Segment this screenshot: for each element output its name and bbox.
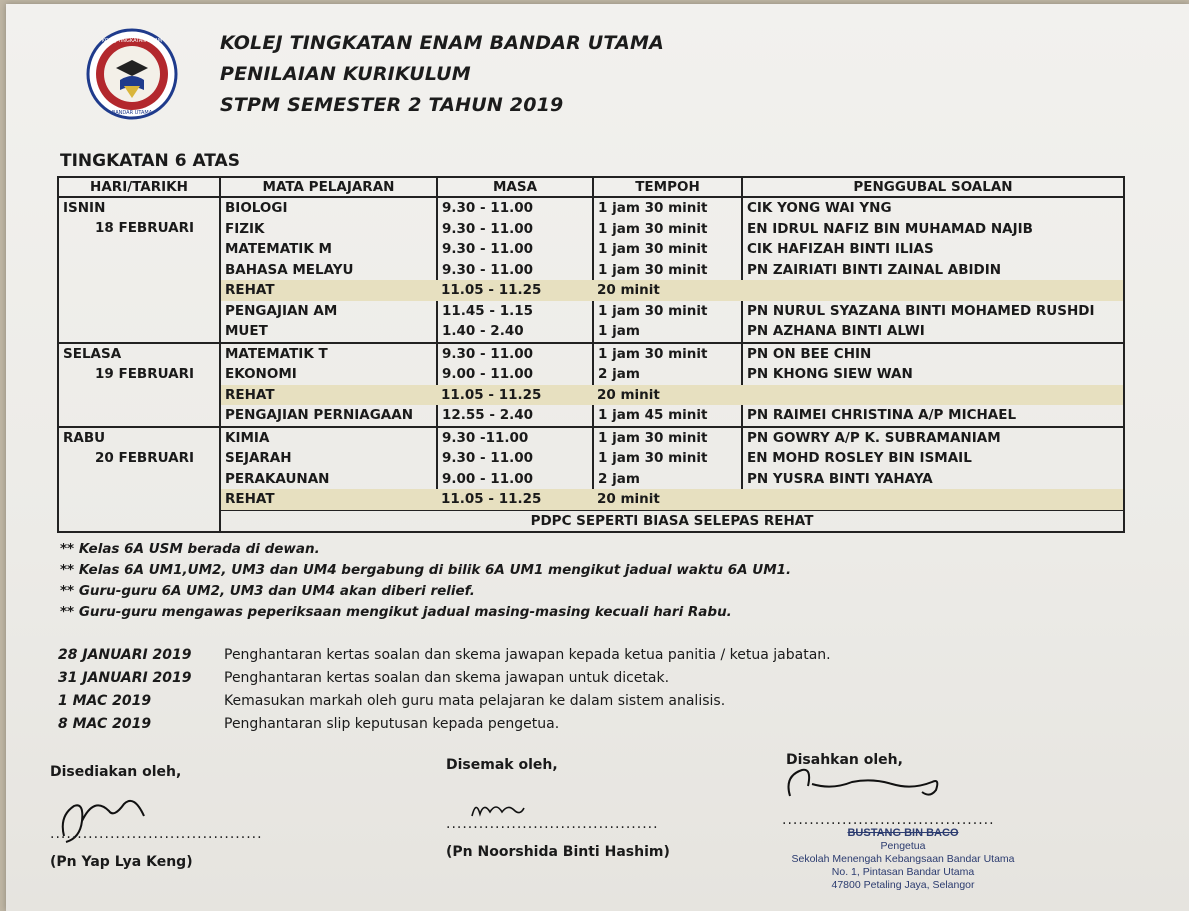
subject-cell: MATEMATIK T <box>220 343 437 365</box>
setter-cell: CIK YONG WAI YNG <box>742 197 1124 219</box>
setter-cell: PN ZAIRIATI BINTI ZAINAL ABIDIN <box>742 260 1124 281</box>
approved-sign-line: ....................................... <box>782 812 995 828</box>
time-cell: 9.30 - 11.00 <box>437 197 593 219</box>
setter-cell: PN YUSRA BINTI YAHAYA <box>742 469 1124 490</box>
prepared-by-name: (Pn Yap Lya Keng) <box>50 854 193 870</box>
setter-cell: EN IDRUL NAFIZ BIN MUHAMAD NAJIB <box>742 219 1124 240</box>
setter-cell <box>742 280 1124 301</box>
duration-cell: 20 minit <box>593 280 742 301</box>
duration-cell: 1 jam 30 minit <box>593 448 742 469</box>
time-cell: 11.45 - 1.15 <box>437 301 593 322</box>
subject-cell: PERAKAUNAN <box>220 469 437 490</box>
setter-cell <box>742 385 1124 406</box>
deadline-schedule <box>58 644 831 736</box>
day-name: SELASA <box>63 345 122 362</box>
approved-by-label: Disahkan oleh, <box>786 752 903 768</box>
table-row <box>58 197 1124 219</box>
duration-cell: 1 jam <box>593 321 742 343</box>
day-cell-rabu <box>58 427 220 533</box>
day-name: RABU <box>63 429 106 446</box>
duration-cell: 2 jam <box>593 364 742 385</box>
subject-cell: SEJARAH <box>220 448 437 469</box>
day-cell-isnin <box>58 197 220 343</box>
duration-cell: 1 jam 30 minit <box>593 343 742 365</box>
schedule-date: 8 MAC 2019 <box>58 716 152 732</box>
time-cell: 9.30 - 11.00 <box>437 239 593 260</box>
schedule-date: 1 MAC 2019 <box>58 693 152 709</box>
subject-cell: EKONOMI <box>220 364 437 385</box>
time-cell: 11.05 - 11.25 <box>437 280 593 301</box>
time-cell: 9.30 - 11.00 <box>437 343 593 365</box>
checked-by-name: (Pn Noorshida Binti Hashim) <box>446 844 670 860</box>
note-item: ** Guru-guru mengawas peperiksaan mengikut jadual masing-masing kecuali hari Rabu. <box>60 604 732 620</box>
checked-sign-line: ....................................... <box>446 816 659 832</box>
logo-bottom-text: BANDAR UTAMA <box>111 110 153 116</box>
duration-cell: 1 jam 30 minit <box>593 427 742 449</box>
subject-cell: FIZIK <box>220 219 437 240</box>
duration-cell: 2 jam <box>593 469 742 490</box>
subject-cell: MATEMATIK M <box>220 239 437 260</box>
schedule-row <box>58 644 831 667</box>
document-page <box>6 4 1189 911</box>
subject-cell: REHAT <box>220 385 437 406</box>
exam-title: STPM SEMESTER 2 TAHUN 2019 <box>220 94 564 116</box>
header-day-date: HARI/TARIKH <box>58 177 220 197</box>
time-cell: 1.40 - 2.40 <box>437 321 593 343</box>
time-cell: 9.30 - 11.00 <box>437 260 593 281</box>
duration-cell: 1 jam 45 minit <box>593 405 742 427</box>
time-cell: 12.55 - 2.40 <box>437 405 593 427</box>
subject-cell: MUET <box>220 321 437 343</box>
school-name: KOLEJ TINGKATAN ENAM BANDAR UTAMA <box>220 32 665 54</box>
approved-signature <box>782 756 952 806</box>
header-duration: TEMPOH <box>593 177 742 197</box>
table-row <box>58 427 1124 449</box>
table-row <box>58 343 1124 365</box>
prepared-by-label: Disediakan oleh, <box>50 764 182 780</box>
day-date: 19 FEBRUARI <box>95 365 195 382</box>
setter-cell <box>742 489 1124 510</box>
subject-cell: REHAT <box>220 489 437 510</box>
notes-list <box>60 539 791 623</box>
stamp-school: Sekolah Menengah Kebangsaan Bandar Utama <box>791 853 1015 865</box>
setter-cell: CIK HAFIZAH BINTI ILIAS <box>742 239 1124 260</box>
schedule-text: Penghantaran kertas soalan dan skema jawapan kepada ketua panitia / ketua jabatan. <box>224 647 831 663</box>
principal-stamp <box>774 827 1032 892</box>
schedule-text: Penghantaran slip keputusan kepada pengetua. <box>224 716 560 732</box>
stamp-title: Pengetua <box>880 840 926 852</box>
checked-by-label: Disemak oleh, <box>446 757 558 773</box>
schedule-date: 31 JANUARI 2019 <box>58 670 192 686</box>
day-date: 20 FEBRUARI <box>95 449 195 466</box>
day-name: ISNIN <box>63 200 106 216</box>
note-item: ** Kelas 6A UM1,UM2, UM3 dan UM4 bergabung di bilik 6A UM1 mengikut jadual waktu 6A UM1. <box>60 562 792 578</box>
subject-cell: BAHASA MELAYU <box>220 260 437 281</box>
college-logo <box>86 28 178 120</box>
assessment-title: PENILAIAN KURIKULUM <box>220 63 471 85</box>
setter-cell: PN KHONG SIEW WAN <box>742 364 1124 385</box>
note-item: ** Guru-guru 6A UM2, UM3 dan UM4 akan diberi relief. <box>60 583 475 599</box>
form-level-title: TINGKATAN 6 ATAS <box>60 151 240 171</box>
schedule-text: Kemasukan markah oleh guru mata pelajaran ke dalam sistem analisis. <box>224 693 726 709</box>
schedule-text: Penghantaran kertas soalan dan skema jawapan untuk dicetak. <box>224 670 670 686</box>
setter-cell: PN NURUL SYAZANA BINTI MOHAMED RUSHDI <box>742 301 1124 322</box>
schedule-row <box>58 713 831 736</box>
exam-timetable <box>57 176 1125 533</box>
stamp-name: BUSTANG BIN BACO <box>847 827 959 839</box>
duration-cell: 1 jam 30 minit <box>593 301 742 322</box>
logo-ring-text: KOLEJ TINGKATAN ENAM <box>101 38 163 44</box>
duration-cell: 1 jam 30 minit <box>593 260 742 281</box>
subject-cell: PENGAJIAN PERNIAGAAN <box>220 405 437 427</box>
time-cell: 9.30 - 11.00 <box>437 448 593 469</box>
time-cell: 11.05 - 11.25 <box>437 489 593 510</box>
stamp-city: 47800 Petaling Jaya, Selangor <box>831 879 975 891</box>
schedule-date: 28 JANUARI 2019 <box>58 647 192 663</box>
time-cell: 11.05 - 11.25 <box>437 385 593 406</box>
setter-cell: PN RAIMEI CHRISTINA A/P MICHAEL <box>742 405 1124 427</box>
header-subject: MATA PELAJARAN <box>220 177 437 197</box>
subject-cell: KIMIA <box>220 427 437 449</box>
duration-cell: 20 minit <box>593 385 742 406</box>
subject-cell: BIOLOGI <box>220 197 437 219</box>
duration-cell: 1 jam 30 minit <box>593 219 742 240</box>
setter-cell: PN GOWRY A/P K. SUBRAMANIAM <box>742 427 1124 449</box>
schedule-row <box>58 667 831 690</box>
duration-cell: 1 jam 30 minit <box>593 197 742 219</box>
note-item: ** Kelas 6A USM berada di dewan. <box>60 541 320 557</box>
time-cell: 9.00 - 11.00 <box>437 364 593 385</box>
header-time: MASA <box>437 177 593 197</box>
duration-cell: 1 jam 30 minit <box>593 239 742 260</box>
time-cell: 9.30 - 11.00 <box>437 219 593 240</box>
subject-cell: REHAT <box>220 280 437 301</box>
time-cell: 9.00 - 11.00 <box>437 469 593 490</box>
table-header-row <box>58 177 1124 197</box>
setter-cell: PN ON BEE CHIN <box>742 343 1124 365</box>
time-cell: 9.30 -11.00 <box>437 427 593 449</box>
setter-cell: PN AZHANA BINTI ALWI <box>742 321 1124 343</box>
stamp-address: No. 1, Pintasan Bandar Utama <box>831 866 975 878</box>
day-cell-selasa <box>58 343 220 427</box>
pdpc-note: PDPC SEPERTI BIASA SELEPAS REHAT <box>220 510 1124 532</box>
setter-cell: EN MOHD ROSLEY BIN ISMAIL <box>742 448 1124 469</box>
schedule-row <box>58 690 831 713</box>
header-setter: PENGGUBAL SOALAN <box>742 177 1124 197</box>
duration-cell: 20 minit <box>593 489 742 510</box>
prepared-sign-line: ....................................... <box>50 826 263 842</box>
subject-cell: PENGAJIAN AM <box>220 301 437 322</box>
day-date: 18 FEBRUARI <box>95 220 195 236</box>
